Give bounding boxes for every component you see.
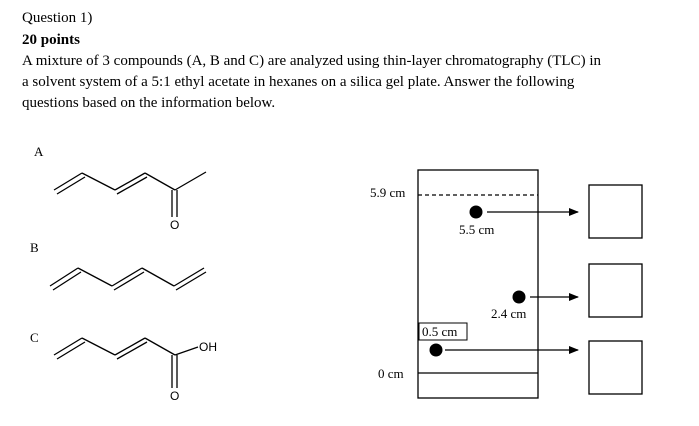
tlc-plate-outline	[418, 170, 538, 398]
tlc-spot-3	[430, 344, 443, 357]
answer-boxes	[589, 185, 642, 394]
compound-c-oxygen: O	[170, 389, 180, 403]
tlc-plate	[370, 170, 538, 398]
compound-c-structure	[30, 330, 217, 403]
compound-a-label: A	[34, 144, 44, 159]
compound-c-label: C	[30, 330, 39, 345]
compound-c-bonds	[54, 338, 198, 388]
question-heading: Question 1)	[22, 10, 93, 26]
spot-2-label: 2.4 cm	[491, 306, 527, 321]
compound-c-hydroxyl: OH	[199, 340, 217, 354]
spot-1-label: 5.5 cm	[459, 222, 495, 237]
compound-b-structure	[30, 240, 206, 290]
compound-a-structure	[34, 144, 206, 232]
question-text-line-2: a solvent system of a 5:1 ethyl acetate in hexanes on a silica gel plate. Answer the following	[22, 74, 575, 90]
compound-a-oxygen: O	[170, 218, 180, 232]
compound-a-bonds	[54, 172, 206, 217]
compound-b-label: B	[30, 240, 39, 255]
question-text-line-3: questions based on the information below.	[22, 95, 276, 111]
tlc-spot-1	[470, 206, 483, 219]
answer-box-2[interactable]	[589, 264, 642, 317]
solvent-front-label: 5.9 cm	[370, 185, 406, 200]
answer-box-1[interactable]	[589, 185, 642, 238]
question-text-line-1: A mixture of 3 compounds (A, B and C) are analyzed using thin-layer chromatography (TLC) in	[22, 53, 602, 69]
compound-b-bonds	[50, 268, 206, 290]
answer-box-3[interactable]	[589, 341, 642, 394]
tlc-spot-2	[513, 291, 526, 304]
spot-3-label: 0.5 cm	[422, 324, 458, 339]
baseline-label: 0 cm	[378, 366, 404, 381]
question-points: 20 points	[22, 32, 80, 48]
